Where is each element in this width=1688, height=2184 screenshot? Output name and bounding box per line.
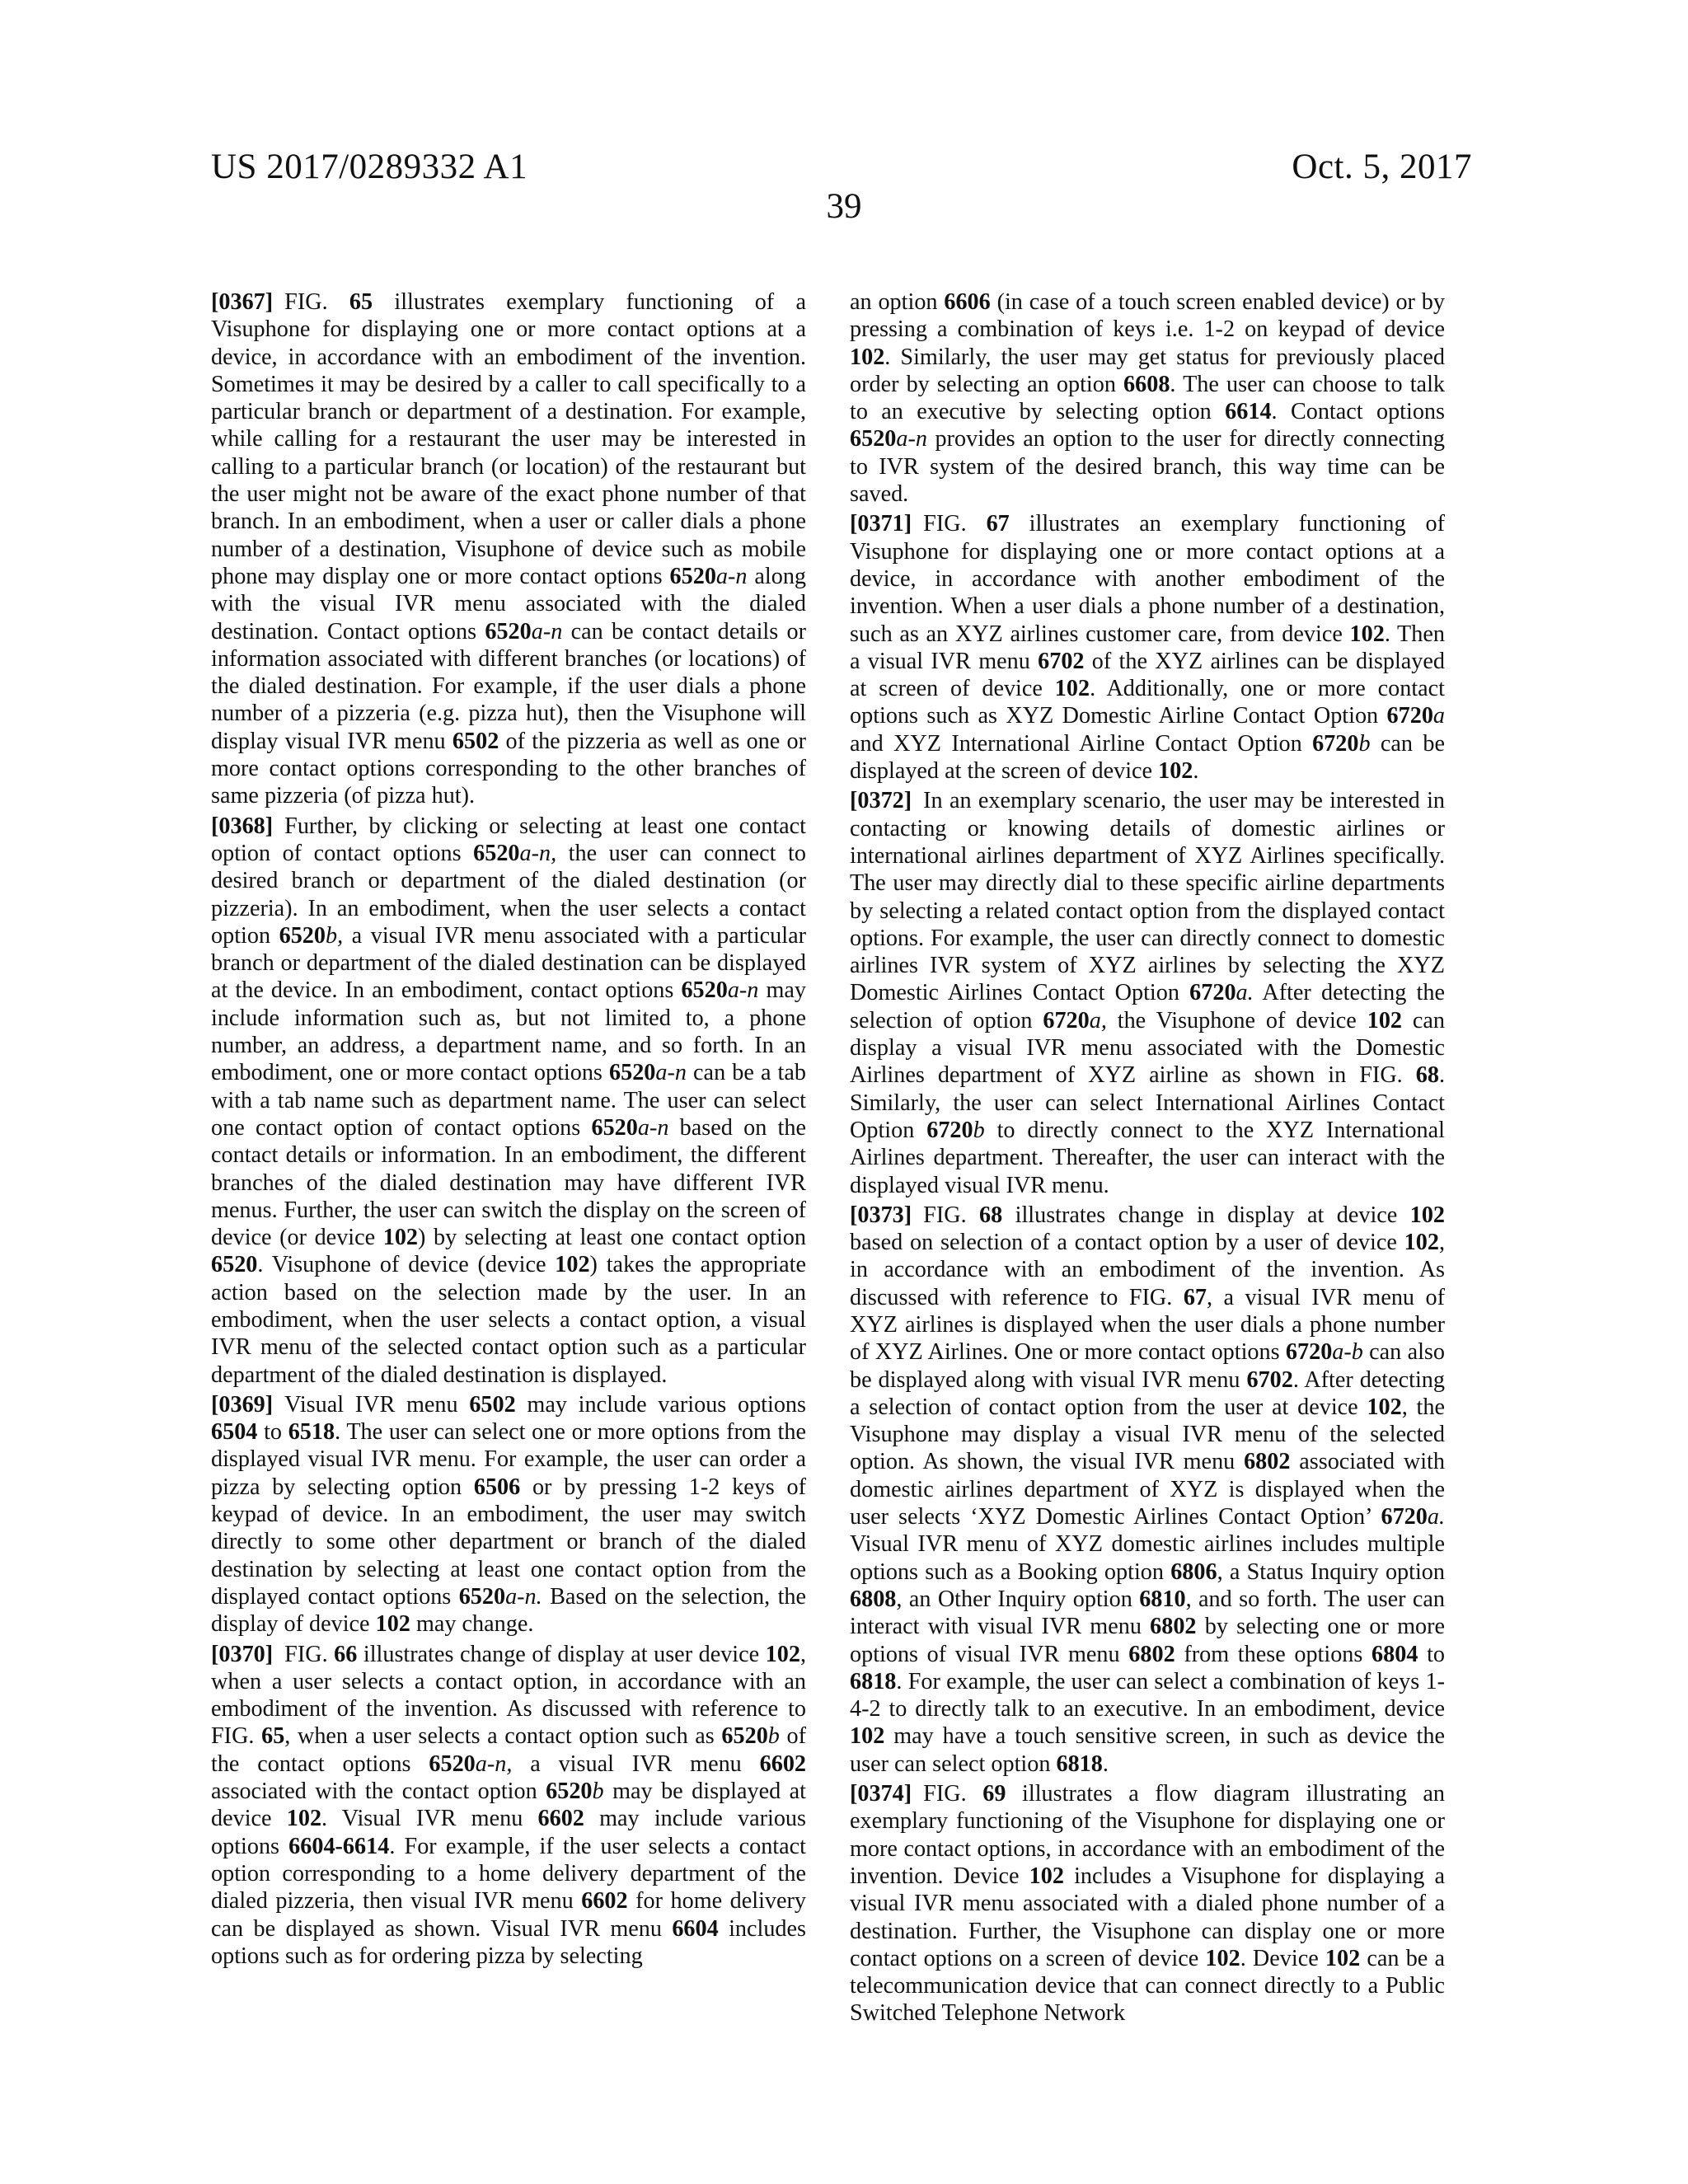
paragraph-text: FIG. 68 illustrates change in display at device 102 based on selection of a contact option by a user of device 102, in accordance with an embodiment of the invention. As discussed with reference to FIG. 67, a visual IVR menu of XYZ airlines is displayed when the user dials a phone number of XYZ Airlines. One or more contact options 6720a-b can also be displayed along with visual IVR menu 6702. After detecting a selection of contact option from the user at device 102, the Visuphone may display a visual IVR menu of the selected option. As shown, the visual IVR menu 6802 associated with domestic airlines department of XYZ is displayed when the user selects ‘XYZ Domestic Airlines Contact Option’ 6720a. Visual IVR menu of XYZ domestic airlines includes multiple options such as a Booking option 6806, a Status Inquiry option 6808, an Other Inquiry option 6810, and so forth. The user can interact with visual IVR menu 6802 by selecting one or more options of visual IVR menu 6802 from these options 6804 to 6818. For example, the user can select a combination of keys 1-4-2 to directly talk to an executive. In an embodiment, device 102 may have a touch sensitive screen, in such as device the user can select option 6818.	[850, 1202, 1445, 1777]
paragraph	[850, 787, 1445, 1198]
paragraph-number: [0371]	[850, 511, 912, 537]
paragraph-number: [0367]	[211, 289, 274, 315]
paragraph	[850, 288, 1445, 508]
publication-date: Oct. 5, 2017	[1292, 148, 1472, 186]
paragraph-text: In an exemplary scenario, the user may be interested in contacting or knowing details of domestic airlines or international airlines department of XYZ Airlines specifically. The user may directly dial to these specific airline departments by selecting a related contact option from the displayed contact options. For example, the user can directly connect to domestic airlines IVR system of XYZ airlines by selecting the XYZ Domestic Airlines Contact Option 6720a. After detecting the selection of option 6720a, the Visuphone of device 102 can display a visual IVR menu associated with the Domestic Airlines department of XYZ airline as shown in FIG. 68. Similarly, the user can select International Airlines Contact Option 6720b to directly connect to the XYZ International Airlines department. Thereafter, the user can interact with the displayed visual IVR menu.	[850, 788, 1446, 1198]
paragraph	[850, 510, 1445, 785]
paragraph-number: [0368]	[211, 813, 274, 839]
paragraph-number: [0372]	[850, 788, 912, 814]
paragraph	[211, 1641, 806, 1971]
paragraph-text: Visual IVR menu 6502 may include various options 6504 to 6518. The user can select one or more options from the displayed visual IVR menu. For example, the user can order a pizza by selecting option 6506 or by pressing 1-2 keys of keypad of device. In an embodiment, the user may switch directly to some other department or branch of the dialed destination by selecting at least one contact option from the displayed contact options 6520a-n. Based on the selection, the display of device 102 may change.	[211, 1391, 807, 1638]
left-column	[211, 288, 806, 1972]
paragraph-text: FIG. 65 illustrates exemplary functioning of a Visuphone for displaying one or more contact options at a device, in accordance with an embodiment of the invention. Sometimes it may be desired by a caller to call specifically to a particular branch or department of a destination. For example, while calling for a restaurant the user may be interested in calling to a particular branch (or location) of the restaurant but the user might not be aware of the exact phone number of that branch. In an embodiment, when a user or caller dials a phone number of a destination, Visuphone of device such as mobile phone may display one or more contact options 6520a-n along with the visual IVR menu associated with the dialed destination. Contact options 6520a-n can be contact details or information associated with different branches (or locations) of the dialed destination. For example, if the user dials a phone number of a pizzeria (e.g. pizza hut), then the Visuphone will display visual IVR menu 6502 of the pizzeria as well as one or more contact options corresponding to the other branches of same pizzeria (of pizza hut).	[211, 289, 807, 809]
paragraph	[850, 1202, 1445, 1778]
paragraph-text: FIG. 69 illustrates a flow diagram illustrating an exemplary functioning of the Visuphone for displaying one or more contact options, in accordance with an embodiment of the invention. Device 102 includes a Visuphone for displaying a visual IVR menu associated with a dialed phone number of a destination. Further, the Visuphone can display one or more contact options on a screen of device 102. Device 102 can be a telecommunication device that can connect directly to a Public Switched Telephone Network	[850, 1781, 1446, 2027]
right-column	[850, 288, 1445, 2030]
paragraph-text: an option 6606 (in case of a touch screen enabled device) or by pressing a combination of keys i.e. 1-2 on keypad of device 102. Similarly, the user may get status for previously placed order by selecting an option 6608. The user can choose to talk to an executive by selecting option 6614. Contact options 6520a-n provides an option to the user for directly connecting to IVR system of the desired branch, this way time can be saved.	[850, 289, 1445, 508]
paragraph-text: Further, by clicking or selecting at least one contact option of contact options 6520a-n, the user can connect to desired branch or department of the dialed destination (or pizzeria). In an embodiment, when the user selects a contact option 6520b, a visual IVR menu associated with a particular branch or department of the dialed destination can be displayed at the device. In an embodiment, contact options 6520a-n may include information such as, but not limited to, a phone number, an address, a department name, and so forth. In an embodiment, one or more contact options 6520a-n can be a tab with a tab name such as department name. The user can select one contact option of contact options 6520a-n based on the contact details or information. In an embodiment, the different branches of the dialed destination may have different IVR menus. Further, the user can switch the display on the screen of device (or device 102) by selecting at least one contact option 6520. Visuphone of device (device 102) takes the appropriate action based on the selection made by the user. In an embodiment, when the user selects a contact option, a visual IVR menu of the selected contact option such as a particular department of the dialed destination is displayed.	[211, 813, 806, 1388]
paragraph	[211, 1391, 806, 1638]
paragraph	[211, 288, 806, 810]
paragraph-number: [0369]	[211, 1391, 274, 1418]
page-number: 39	[826, 187, 862, 226]
paragraph-number: [0370]	[211, 1641, 274, 1667]
paragraph-number: [0373]	[850, 1202, 912, 1228]
paragraph-number: [0374]	[850, 1781, 912, 1807]
publication-number: US 2017/0289332 A1	[211, 148, 528, 186]
paragraph	[850, 1780, 1445, 2027]
paragraph-text: FIG. 66 illustrates change of display at user device 102, when a user selects a contact option, in accordance with an embodiment of the invention. As discussed with reference to FIG. 65, when a user selects a contact option such as 6520b of the contact options 6520a-n, a visual IVR menu 6602 associated with the contact option 6520b may be displayed at device 102. Visual IVR menu 6602 may include various options 6604-6614. For example, if the user selects a contact option corresponding to a home delivery department of the dialed pizzeria, then visual IVR menu 6602 for home delivery can be displayed as shown. Visual IVR menu 6604 includes options such as for ordering pizza by selecting	[211, 1641, 807, 1969]
paragraph	[211, 813, 806, 1389]
paragraph-text: FIG. 67 illustrates an exemplary functioning of Visuphone for displaying one or more contact options at a device, in accordance with another embodiment of the invention. When a user dials a phone number of a destination, such as an XYZ airlines customer care, from device 102. Then a visual IVR menu 6702 of the XYZ airlines can be displayed at screen of device 102. Additionally, one or more contact options such as XYZ Domestic Airline Contact Option 6720a and XYZ International Airline Contact Option 6720b can be displayed at the screen of device 102.	[850, 511, 1446, 785]
